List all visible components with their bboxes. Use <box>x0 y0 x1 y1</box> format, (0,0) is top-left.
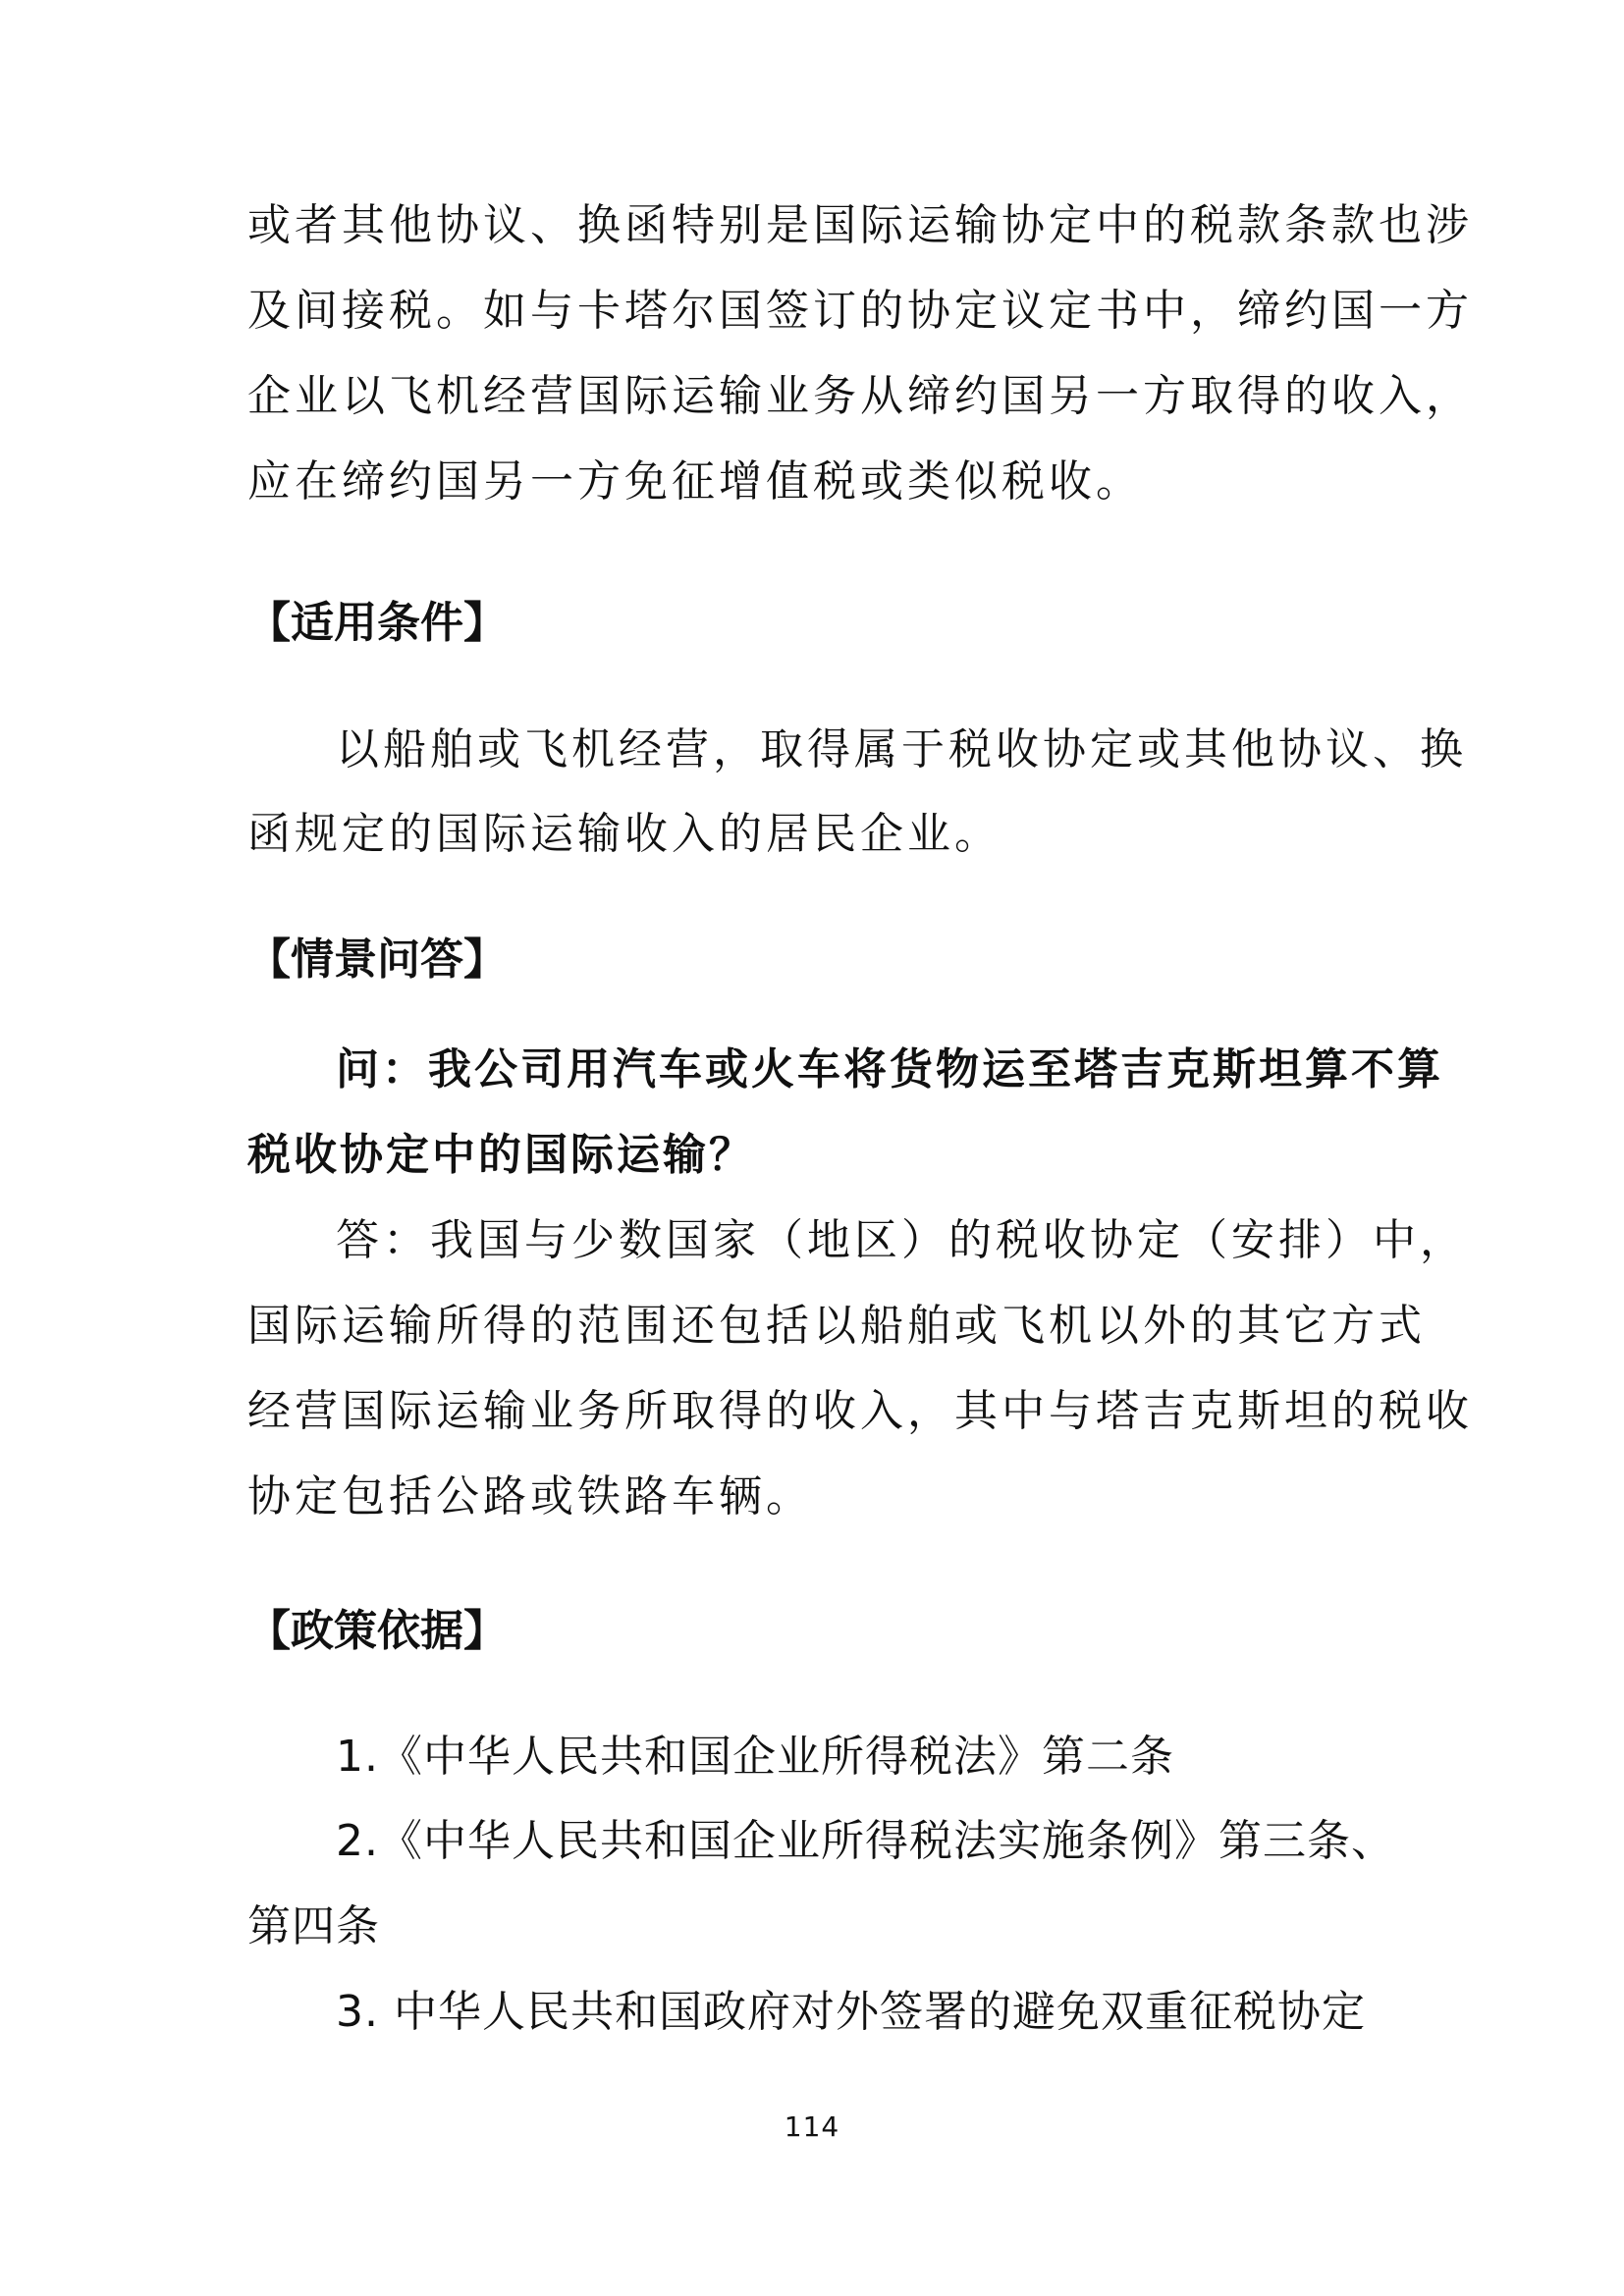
intro-line-1: 或者其他协议、换函特别是国际运输协定中的税款条款也涉 <box>247 200 1473 250</box>
qa-question-line-2: 税收协定中的国际运输？ <box>247 1130 755 1180</box>
basis-item-2: 2.《中华人民共和国企业所得税法实施条例》第三条、 <box>336 1816 1395 1866</box>
qa-heading: 【情景问答】 <box>247 934 507 985</box>
qa-answer-line-2: 国际运输所得的范围还包括以船舶或飞机以外的其它方式 <box>247 1301 1426 1351</box>
qa-answer-line-4: 协定包括公路或铁路车辆。 <box>247 1471 813 1522</box>
basis-item-3: 3. 中华人民共和国政府对外签署的避免双重征税协定 <box>336 1987 1366 2037</box>
conditions-line-1: 以船舶或飞机经营，取得属于税收协定或其他协议、换 <box>336 724 1467 774</box>
intro-line-3: 企业以飞机经营国际运输业务从缔约国另一方取得的收入， <box>247 371 1473 421</box>
qa-answer-line-1: 答：我国与少数国家（地区）的税收协定（安排）中， <box>336 1215 1467 1265</box>
basis-item-2-continuation: 第四条 <box>247 1901 380 1951</box>
basis-heading: 【政策依据】 <box>247 1606 507 1656</box>
intro-line-4: 应在缔约国另一方免征增值税或类似税收。 <box>247 456 1143 507</box>
conditions-heading: 【适用条件】 <box>247 598 507 648</box>
page-number: 114 <box>784 2110 840 2143</box>
basis-item-1: 1.《中华人民共和国企业所得税法》第二条 <box>336 1732 1174 1782</box>
intro-line-2: 及间接税。如与卡塔尔国签订的协定议定书中，缔约国一方 <box>247 286 1473 336</box>
qa-question-line-1: 问：我公司用汽车或火车将货物运至塔吉克斯坦算不算 <box>336 1044 1443 1095</box>
qa-answer-line-3: 经营国际运输业务所取得的收入，其中与塔吉克斯坦的税收 <box>247 1386 1473 1436</box>
conditions-line-2: 函规定的国际运输收入的居民企业。 <box>247 809 1001 859</box>
